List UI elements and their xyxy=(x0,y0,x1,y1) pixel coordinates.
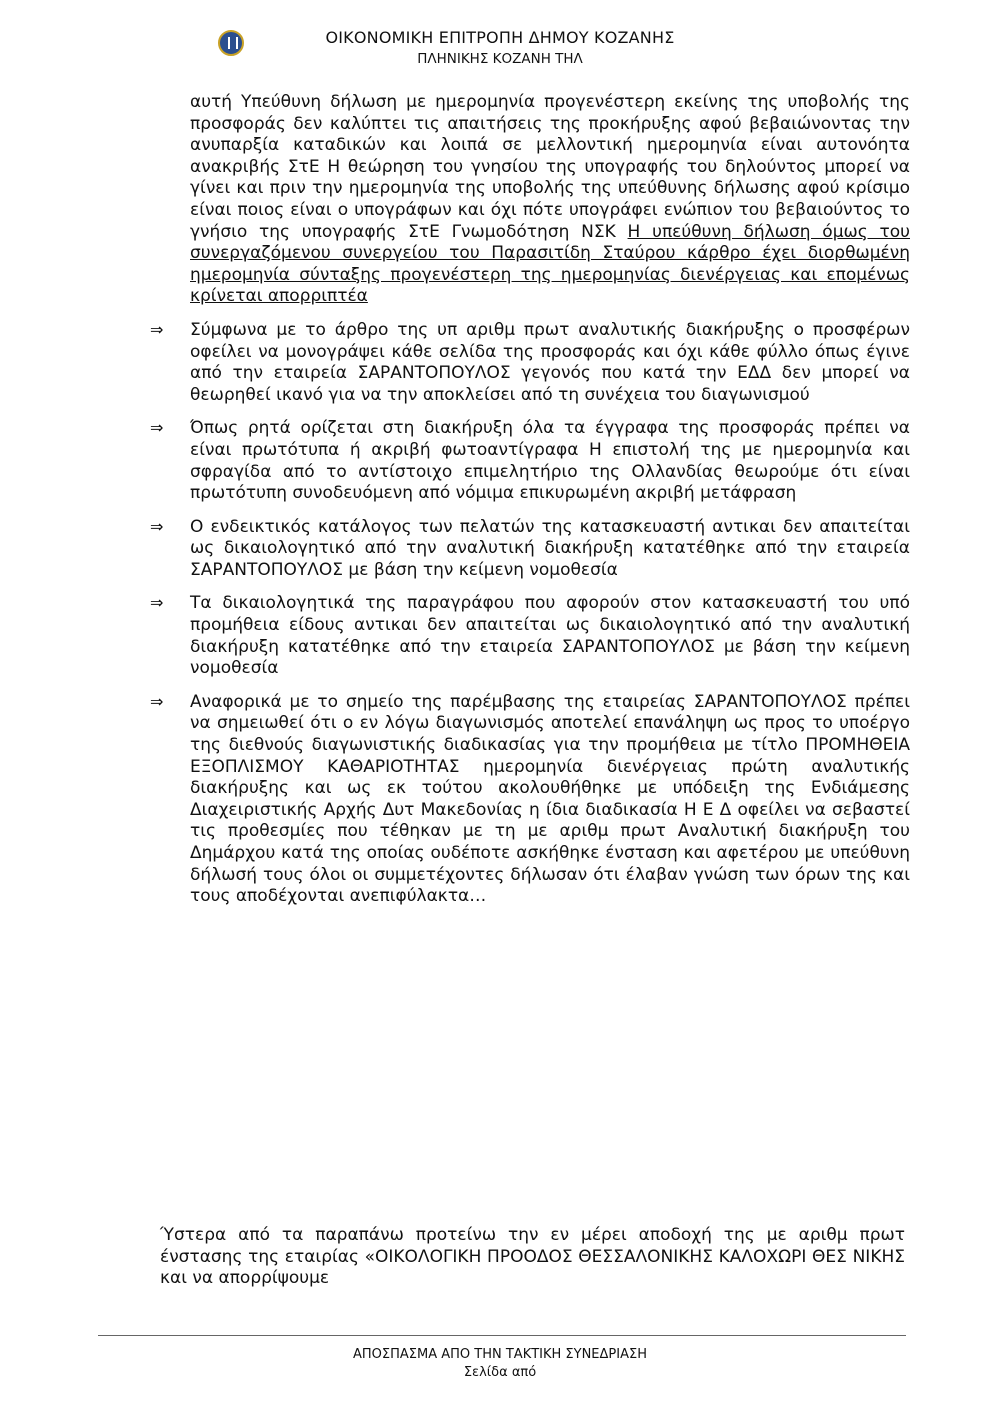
list-item xyxy=(150,418,910,504)
arrow-bullet-icon: ⇒ xyxy=(150,516,164,536)
footer-divider xyxy=(98,1335,906,1336)
header-title: ΟΙΚΟΝΟΜΙΚΗ ΕΠΙΤΡΟΠΗ ΔΗΜΟΥ ΚΟΖΑΝΗΣ xyxy=(325,28,675,47)
intro-underlined-text: Η υπεύθυνη δήλωση όμως του συνεργαζόμενου συνεργείου του Παρασιτίδη Σταύρου κάρθρο έχει διορθωμένη ημερομηνία σύνταξης προγενέστερη της ημερομηνίας διενέργειας και επομένως κρίνεται απορριπτέα xyxy=(190,221,910,307)
list-item xyxy=(150,319,910,406)
closing-paragraph: Ύστερα από τα παραπάνω προτείνω την εν μέρει αποδοχή της με αριθμ πρωτ ένστασης της εταιρίας «ΟΙΚΟΛΟΓΙΚΗ ΠΡΟΟΔΟΣ ΘΕΣΣΑΛΟΝΙΚΗΣ ΚΑΛΟΧΩΡΙ ΘΕΣ ΝΙΚΗΣ και να απορρίψουμε xyxy=(160,1225,905,1289)
bullet-text: Σύμφωνα με το άρθρο της υπ αριθμ πρωτ αναλυτικής διακήρυξης ο προσφέρων οφείλει να μονογράψει κάθε σελίδα της προσφοράς και όχι κάθε φύλλο όπως έγινε από την εταιρεία ΣΑΡΑΝΤΟΠΟΥΛΟΣ γεγονός που κατά την ΕΔΔ δεν μπορεί να θεωρηθεί ικανό για να την αποκλείσει από τη συνέχεια του διαγωνισμού xyxy=(190,319,910,405)
arrow-bullet-icon: ⇒ xyxy=(150,691,164,711)
bullet-text: Ο ενδεικτικός κατάλογος των πελατών της κατασκευαστή αντικαι δεν απαιτείται ως δικαιολογητικό από την αναλυτική διακήρυξη κατατέθηκε από την εταιρεία ΣΑΡΑΝΤΟΠΟΥΛΟΣ με βάση την κείμενη νομοθεσία xyxy=(190,516,910,580)
page-header xyxy=(0,28,1000,67)
intro-paragraph xyxy=(190,92,910,308)
list-item xyxy=(150,516,910,582)
bullet-text: Όπως ρητά ορίζεται στη διακήρυξη όλα τα έγγραφα της προσφοράς πρέπει να είναι πρωτότυπα ή ακριβή φωτοαντίγραφα Η επιστολή της με ημερομηνία και σφραγίδα από το αντίστοιχο επιμελητήριο της Ολλανδίας θεωρούμε ότι είναι πρωτότυπη συνοδευόμενη από νόμιμα επικυρωμένη ακριβή μετάφραση xyxy=(190,418,910,504)
bullet-text: Αναφορικά με το σημείο της παρέμβασης της εταιρείας ΣΑΡΑΝΤΟΠΟΥΛΟΣ πρέπει να σημειωθεί ότι ο εν λόγω διαγωνισμός αποτελεί επανάληψη ως προς το υποέργο της διεθνούς διαγωνιστικής διαδικασίας για την προμήθεια με τίτλο ΠΡΟΜΗΘΕΙΑ ΕΞΟΠΛΙΣΜΟΥ ΚΑΘΑΡΙΟΤΗΤΑΣ ημερομηνία διενέργειας πρώτη αναλυτικής διακήρυξης και ως εκ τούτου ακολουθήθηκε με υπόδειξη της Ενδιάμεσης Διαχειριστικής Αρχής Δυτ Μακεδονίας η ίδια διαδικασία Η Ε Δ οφείλει να σεβαστεί τις προθεσμίες που τέθηκαν με τη με αριθμ πρωτ Αναλυτική διακήρυξη του Δημάρχου κατά της οποίας ουδέποτε ασκήθηκε ένσταση και αφετέρου με υπεύθυνη δήλωσή τους όλοι οι συμμετέχοντες δήλωσαν ότι έλαβαν γνώση των όρων της και τους αποδέχονται ανεπιφύλακτα… xyxy=(190,691,910,907)
list-item xyxy=(150,691,910,908)
bullet-text: Τα δικαιολογητικά της παραγράφου που αφορούν στον κατασκευαστή του υπό προμήθεια είδους αντικαι δεν απαιτείται ως δικαιολογητικό από την αναλυτική διακήρυξη κατατέθηκε από την εταιρεία ΣΑΡΑΝΤΟΠΟΥΛΟΣ με βάση την κείμενη νομοθεσία xyxy=(190,593,910,679)
document-body xyxy=(150,92,910,908)
list-item xyxy=(150,593,910,679)
header-subtitle: ΠΛΗΝΙΚΗΣ ΚΟΖΑΝΗ ΤΗΛ xyxy=(417,51,583,67)
arrow-bullet-icon: ⇒ xyxy=(150,319,164,339)
arrow-bullet-icon: ⇒ xyxy=(150,593,164,613)
intro-text: αυτή Υπεύθυνη δήλωση με ημερομηνία προγενέστερη εκείνης της υποβολής της προσφοράς δεν καλύπτει τις απαιτήσεις της προκήρυξης αφού βεβαιώνοντας την ανυπαρξία καταδικών και λοιπά σε μελλοντική ημερομηνία είναι αυτονόητα ανακριβής ΣτΕ Η θεώρηση του γνησίου της υπογραφής του δηλούντος μπορεί να γίνει και πριν την ημερομηνία της υποβολής της υπεύθυνης δήλωσης αφού κρίσιμο είναι ποιος είναι ο υπογράφων και όχι πότε υπογράφει ενώπιον του βεβαιούντος το γνήσιο της υπογραφής ΣτΕ Γνωμοδότηση ΝΣΚ xyxy=(190,92,910,242)
footer-title: ΑΠΟΣΠΑΣΜΑ ΑΠΟ ΤΗΝ ΤΑΚΤΙΚΗ ΣΥΝΕΔΡΙΑΣΗ xyxy=(353,1347,647,1362)
page-number: Σελίδα από xyxy=(463,1365,537,1380)
arrow-bullet-icon: ⇒ xyxy=(150,418,164,438)
page-footer xyxy=(0,1346,1000,1382)
